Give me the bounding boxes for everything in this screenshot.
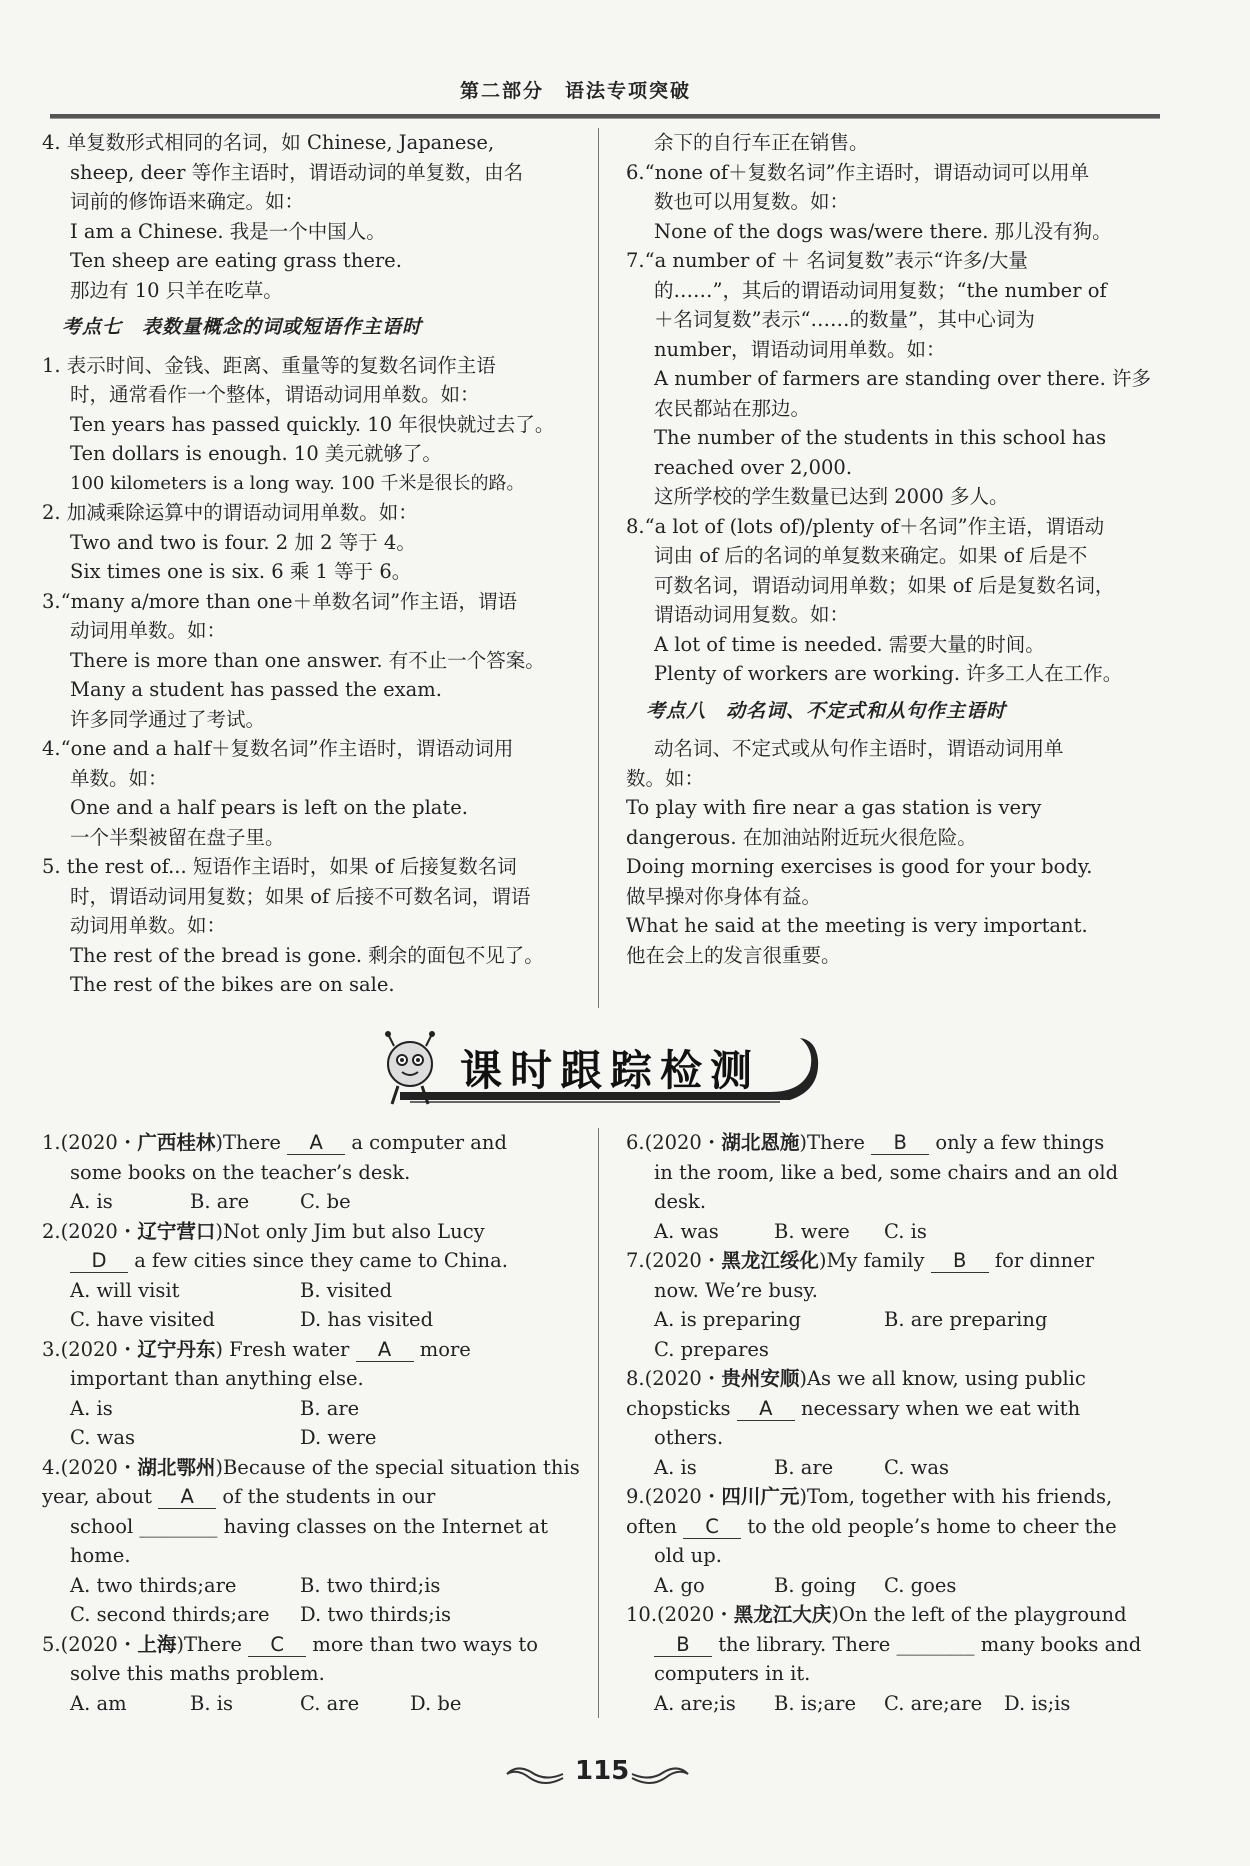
option: A. will visit [70,1278,180,1302]
text-line: 单数。如： [70,766,168,790]
text-line: I am a Chinese. 我是一个中国人。 [70,219,386,243]
text-line: 他在会上的发言很重要。 [626,943,841,967]
text-line: There is more than one answer. 有不止一个答案。 [70,648,545,672]
option: B. are preparing [884,1308,1048,1331]
answer-blank: C [683,1516,741,1539]
option: C. be [300,1190,351,1213]
questions-right [626,1128,1151,1718]
option: B. are [300,1396,360,1420]
questions-left [42,1128,582,1718]
text-line: 的……”，其后的谓语动词用复数；“the number of [654,278,1107,302]
options-row [626,1335,1151,1365]
options-row [42,1571,582,1601]
text-line: others. [654,1426,724,1449]
text-line: 1. 表示时间、金钱、距离、重量等的复数名词作主语 [42,353,496,377]
text-line: school ________ having classes on the Internet at [70,1514,549,1538]
kaodian-heading: 考点七 表数量概念的词或短语作主语时 [62,316,423,338]
option: B. are [190,1190,250,1213]
answer-blank: A [356,1339,414,1362]
left-ornament-icon [505,1760,565,1790]
text-line: One and a half pears is left on the plate. [70,796,469,819]
text-line: now. We’re busy. [654,1278,818,1302]
text-line: 动名词、不定式或从句作主语时，谓语动词用单 [654,737,1064,760]
text-line: Doing morning exercises is good for your body. [626,855,1093,878]
question-stem: 2.(2020・辽宁营口)Not only Jim but also Lucy [42,1219,485,1243]
options-row [42,1187,582,1217]
text-line: home. [70,1544,131,1567]
text-line: Ten dollars is enough. 10 美元就够了。 [70,442,442,465]
question-stem: 1.(2020・广西桂林)There A a computer and [42,1131,507,1154]
text-line: To play with fire near a gas station is very [626,796,1042,819]
option: A. was [654,1219,719,1243]
option: B. going [774,1573,857,1597]
text-line: 7.“a number of ＋ 名词复数”表示“许多/大量 [626,249,1028,272]
question-column-divider [598,1128,599,1718]
text-line: 100 kilometers is a long way. 100 千米是很长的路。 [70,472,525,494]
text-line: 可数名词，谓语动词用单数；如果 of 后是复数名词， [654,573,1115,597]
option: B. is [190,1691,233,1715]
option: A. am [70,1691,127,1715]
text-line: some books on the teacher’s desk. [70,1160,411,1184]
question-stem: 6.(2020・湖北恩施)There B only a few things [626,1131,1105,1154]
option: B. are [774,1455,834,1479]
options-row [42,1423,582,1453]
options-row [42,1689,582,1719]
page-header [30,76,1160,122]
text-line: in the room, like a bed, some chairs and an old [654,1160,1119,1184]
option: C. have visited [70,1308,215,1331]
text-line: 谓语动词用复数。如： [654,603,850,626]
text-line: number，谓语动词用单数。如： [654,337,946,361]
text-line: 4.“one and a half＋复数名词”作主语时，谓语动词用 [42,737,514,760]
banner-title: 课时跟踪检测 [460,1046,761,1095]
option: A. is [654,1455,697,1479]
answer-blank: A [158,1486,216,1509]
options-row [42,1305,582,1335]
text-line: dangerous. 在加油站附近玩火很危险。 [626,825,977,849]
option: C. prepares [654,1337,769,1361]
question-stem-cont: D a few cities since they came to China. [42,1246,582,1276]
answer-blank: B [931,1250,989,1273]
text-line: 动词用单数。如： [70,619,227,642]
text-line: 一个半梨被留在盘子里。 [70,825,285,849]
answer-blank: B [871,1132,929,1155]
question-stem: 7.(2020・黑龙江绥化)My family B for dinner [626,1249,1095,1272]
text-line: 那边有 10 只羊在吃草。 [70,278,283,302]
options-row [42,1276,582,1306]
text-line: 农民都站在那边。 [654,396,811,420]
text-line: A number of farmers are standing over there. 许多 [654,367,1151,390]
text-line: reached over 2,000. [654,455,853,479]
kaodian-heading: 考点八 动名词、不定式和从句作主语时 [646,699,1007,722]
text-line: 做早操对你身体有益。 [626,884,822,908]
options-row [42,1394,582,1424]
option: B. two third;is [300,1573,441,1597]
question-stem-cont: B the library. There ________ many books and [626,1630,1151,1660]
option: D. is;is [1004,1691,1071,1715]
options-row [626,1305,1151,1335]
text-line: 动词用单数。如： [70,914,227,937]
text-line: 8.“a lot of (lots of)/plenty of＋名词”作主语，谓语动 [626,514,1105,538]
answer-blank: A [737,1398,795,1421]
option: A. is preparing [654,1308,801,1331]
text-line: important than anything else. [70,1367,364,1390]
text-line: 词由 of 后的名词的单复数来确定。如果 of 后是不 [654,544,1088,567]
left-column [42,128,582,1000]
question-stem: 8.(2020・贵州安顺)As we all know, using public chopsticks A necessary when we eat with [626,1367,1086,1420]
text-line: A lot of time is needed. 需要大量的时间。 [654,632,1045,656]
options-row [626,1453,1151,1483]
answer-blank: C [248,1634,306,1657]
option: C. are;are [884,1691,983,1715]
text-line: 数。如： [626,766,705,790]
text-line: 6.“none of＋复数名词”作主语时，谓语动词可以用单 [626,160,1090,184]
text-line: Many a student has passed the exam. [70,678,442,701]
text-line: 数也可以用复数。如： [654,190,850,213]
question-stem: 9.(2020・四川广元)Tom, together with his friends, often C to the old people’s home to cheer the [626,1485,1117,1538]
text-line: The rest of the bread is gone. 剩余的面包不见了。 [70,943,544,967]
text-line: 余下的自行车正在销售。 [654,131,869,154]
text-line: 许多同学通过了考试。 [70,707,266,731]
option: A. go [654,1573,705,1597]
options-row [626,1689,1151,1719]
question-stem: 3.(2020・辽宁丹东) Fresh water A more [42,1337,471,1361]
text-line: 2. 加减乘除运算中的谓语动词用单数。如： [42,501,418,524]
text-line: 这所学校的学生数量已达到 2000 多人。 [654,485,1009,508]
option: C. is [884,1219,927,1243]
text-line: 4. 单复数形式相同的名词，如 Chinese, Japanese, [42,131,495,154]
mascot-icon [370,1030,450,1110]
text-line: Plenty of workers are working. 许多工人在工作。 [654,662,1123,685]
answer-blank: A [287,1132,345,1155]
option: A. are;is [654,1691,736,1715]
text-line: computers in it. [654,1662,811,1685]
text-line: Six times one is six. 6 乘 1 等于 6。 [70,560,412,583]
text-line: The number of the students in this school has [654,426,1107,449]
option: C. was [884,1455,949,1479]
text-line: 5. the rest of... 短语作主语时，如果 of 后接复数名词 [42,855,517,878]
text-line: old up. [654,1544,722,1567]
option: D. be [410,1691,462,1715]
text-line: None of the dogs was/were there. 那儿没有狗。 [654,219,1112,243]
option: D. two thirds;is [300,1603,452,1626]
option: C. second thirds;are [70,1603,270,1626]
option: D. has visited [300,1308,434,1331]
option: B. is;are [774,1691,857,1715]
text-line: 词前的修饰语来确定。如： [70,190,305,213]
text-line: Ten years has passed quickly. 10 年很快就过去了。 [70,412,555,436]
options-row [626,1571,1151,1601]
option: C. was [70,1426,135,1449]
option: A. is [70,1396,113,1420]
text-line: Two and two is four. 2 加 2 等于 4。 [70,530,416,554]
text-line: Ten sheep are eating grass there. [70,249,402,272]
right-column [626,128,1151,970]
right-ornament-icon [630,1760,690,1790]
answer-blank: D [70,1250,128,1273]
question-stem: 4.(2020・湖北鄂州)Because of the special situation this year, about A of the students in our [42,1455,580,1508]
page-number: 115 [575,1756,630,1786]
option: B. were [774,1219,850,1243]
text-line: 时，谓语动词用复数；如果 of 后接不可数名词，谓语 [70,884,531,908]
text-line: ＋名词复数”表示“……的数量”，其中心词为 [654,308,1035,331]
text-line: The rest of the bikes are on sale. [70,973,395,996]
text-line: 3.“many a/more than one＋单数名词”作主语，谓语 [42,589,518,613]
option: C. goes [884,1573,957,1597]
question-stem: 5.(2020・上海)There C more than two ways to [42,1632,538,1656]
options-row [626,1217,1151,1247]
header-title: 第二部分 语法专项突破 [460,80,692,102]
option: A. two thirds;are [70,1573,237,1597]
text-line: 时，通常看作一个整体，谓语动词用单数。如： [70,383,480,406]
text-line: desk. [654,1190,707,1213]
question-stem: 10.(2020・黑龙江大庆)On the left of the playground [626,1603,1127,1626]
option: A. is [70,1190,113,1213]
column-divider [598,128,599,1008]
option: C. are [300,1691,360,1715]
section-banner [370,1030,830,1110]
header-rule [50,114,1160,119]
answer-blank: B [654,1634,712,1657]
text-line: sheep, deer 等作主语时，谓语动词的单复数，由名 [70,160,524,184]
option: B. visited [300,1278,393,1302]
text-line: solve this maths problem. [70,1662,325,1685]
option: D. were [300,1426,377,1449]
options-row [42,1600,582,1630]
text-line: What he said at the meeting is very important. [626,914,1088,937]
